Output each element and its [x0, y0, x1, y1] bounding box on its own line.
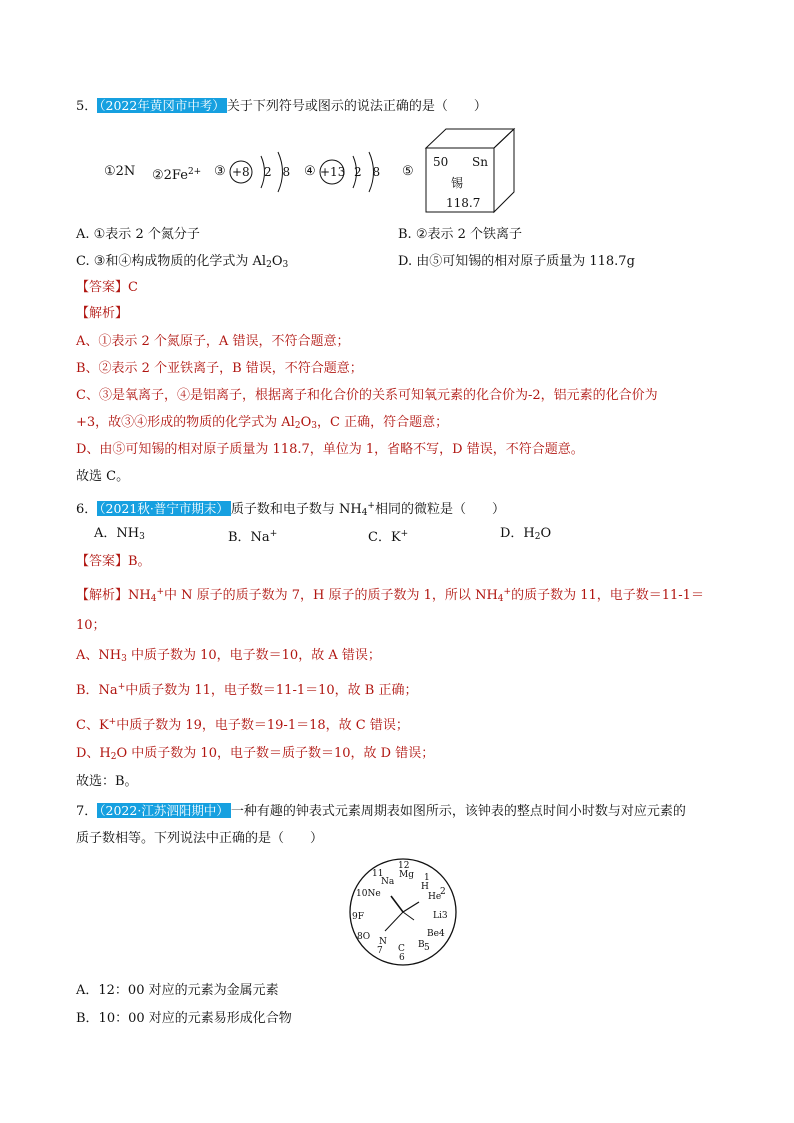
- q5-option-a[interactable]: A. ①表示 2 个氮分子: [76, 227, 200, 242]
- q5-analysis-b: B、②表示 2 个亚铁离子，B 错误，不符合题意；: [76, 361, 363, 376]
- question-stem: 关于下列符号或图示的说法正确的是（ ）: [226, 99, 487, 114]
- question-number: 6．: [76, 502, 98, 517]
- clock-3: Li3: [433, 911, 448, 921]
- q5-stem-line: [76, 97, 487, 116]
- q6-analysis-line-2: 10；: [76, 618, 106, 633]
- q6-option-a[interactable]: [94, 525, 145, 546]
- analysis-text: A、NH: [76, 648, 122, 663]
- subscript: 2: [534, 532, 541, 542]
- subscript: 2: [294, 421, 301, 431]
- q5-answer: 【答案】C: [76, 280, 138, 295]
- q6-option-b[interactable]: [228, 525, 277, 547]
- question-stem: 一种有趣的钟表式元素周期表如图所示，该钟表的整点时间小时数与对应元素的: [230, 804, 686, 819]
- option-text: C．K: [368, 530, 401, 545]
- clock-7-element: N: [379, 937, 387, 947]
- superscript: +: [367, 501, 375, 511]
- q6-answer: 【答案】B。: [76, 554, 151, 569]
- option-text: D．H: [500, 526, 535, 541]
- fig-item-4-label: ④: [304, 164, 316, 179]
- subscript: 4: [497, 594, 504, 604]
- question-number: 5．: [76, 99, 98, 114]
- q5-option-b[interactable]: B. ②表示 2 个铁离子: [398, 227, 523, 242]
- subscript: 3: [282, 260, 289, 270]
- clock-11-element: Na: [381, 877, 395, 887]
- q7-stem-line-1: [76, 802, 686, 821]
- clock-12-number: 12: [398, 861, 410, 871]
- analysis-text: 中质子数为 19，电子数＝19-1＝18，故 C 错误；: [116, 718, 409, 733]
- fig-item-2-charge: 2+: [187, 167, 202, 177]
- clock-6-element: C: [398, 944, 405, 954]
- q5-analysis-heading: 【解析】: [76, 306, 129, 321]
- subscript: 4: [361, 508, 368, 518]
- clock-10: 10Ne: [356, 889, 381, 899]
- clock-5-number: 5: [424, 943, 430, 953]
- clock-6-number: 6: [399, 953, 405, 963]
- q5-conclusion: 故选 C。: [76, 469, 130, 484]
- superscript: +: [503, 587, 512, 597]
- tin-atomic-number: 50: [433, 155, 449, 169]
- fig-item-2-text: ②2Fe: [152, 168, 188, 183]
- fig-item-3-label: ③: [214, 164, 226, 179]
- clock-12-element: Mg: [399, 870, 414, 880]
- clock-1-element: H: [421, 882, 429, 892]
- analysis-text: D、H: [76, 746, 111, 761]
- analysis-text: +3，故③④形成的物质的化学式为 Al: [76, 415, 295, 430]
- q7-stem-line-2: 质子数相等。下列说法中正确的是（ ）: [76, 831, 324, 846]
- clock-2-element: He: [428, 892, 442, 902]
- question-number: 7．: [76, 804, 98, 819]
- q5-analysis-d: D、由⑤可知锡的相对原子质量为 118.7，单位为 1，省略不写，D 错误，不符合题意。: [76, 442, 584, 457]
- tin-atomic-mass: 118.7: [446, 196, 481, 210]
- q6-option-c[interactable]: [368, 525, 408, 547]
- analysis-text: C、K: [76, 718, 109, 733]
- analysis-text: ，C 正确，符合题意；: [316, 415, 449, 430]
- option-text: O: [540, 526, 552, 541]
- tin-symbol: Sn: [472, 155, 488, 169]
- q6-stem-line: [76, 497, 505, 522]
- analysis-text: 中质子数为 10，电子数＝10，故 A 错误；: [126, 648, 381, 663]
- clock-5-element: B: [418, 940, 425, 950]
- analysis-text: B．Na: [76, 683, 118, 698]
- analysis-text: 中质子数为 11，电子数＝11-1＝10，故 B 正确；: [125, 683, 418, 698]
- q5-analysis-a: A、①表示 2 个氮原子，A 错误，不符合题意；: [76, 334, 350, 349]
- clock-4: Be4: [427, 929, 445, 939]
- subscript: 3: [121, 654, 127, 664]
- option-c-text: C. ③和④构成物质的化学式为 Al: [76, 254, 267, 269]
- analysis-text: O 中质子数为 10，电子数＝质子数＝10，故 D 错误；: [116, 746, 435, 761]
- q6-analysis-c: [76, 713, 409, 735]
- q6-option-d[interactable]: [500, 525, 551, 546]
- tin-name: 锡: [451, 176, 464, 190]
- q6-analysis-line-1: [76, 583, 704, 608]
- option-text: A．NH: [94, 526, 140, 541]
- option-text: B．Na: [228, 530, 270, 545]
- analysis-o: O: [300, 415, 312, 430]
- analysis-text: NH: [128, 588, 151, 603]
- subscript: 2: [266, 260, 272, 270]
- clock-1-number: 1: [424, 873, 430, 883]
- fig-item-2: [152, 163, 201, 185]
- subscript: 4: [150, 594, 157, 604]
- superscript: +: [156, 587, 165, 597]
- q6-analysis-a: [76, 647, 381, 668]
- subscript: 2: [110, 752, 117, 762]
- source-tag: （2022·江苏泗阳期中）: [99, 803, 229, 818]
- q6-analysis-b: [76, 678, 417, 700]
- aluminum-shell-electrons: 2 8: [354, 165, 381, 179]
- analysis-text: 的质子数为 11，电子数＝11-1＝: [511, 588, 704, 603]
- subscript: 3: [311, 421, 317, 431]
- q5-option-c[interactable]: [76, 253, 288, 274]
- q5-analysis-c-cont: [76, 414, 448, 435]
- clock-11-number: 11: [372, 869, 384, 879]
- fig-item-5-label: ⑤: [402, 164, 414, 179]
- question-stem-end: 相同的微粒是（ ）: [374, 502, 505, 517]
- clock-7-number: 7: [377, 946, 383, 956]
- analysis-heading: 【解析】: [76, 588, 129, 603]
- q7-option-b[interactable]: B．10：00 对应的元素易形成化合物: [76, 1011, 292, 1026]
- analysis-text: 中 N 原子的质子数为 7，H 原子的质子数为 1，所以 NH: [164, 588, 498, 603]
- source-tag: （2021秋·普宁市期末）: [99, 501, 229, 516]
- clock-8: 8O: [357, 932, 371, 942]
- q7-option-a[interactable]: A．12：00 对应的元素为金属元素: [76, 983, 279, 998]
- q5-option-d[interactable]: D. 由⑤可知锡的相对原子质量为 118.7g: [398, 254, 635, 269]
- superscript: +: [117, 682, 126, 692]
- subscript: 3: [139, 532, 145, 542]
- clock-9: 9F: [352, 912, 364, 922]
- q6-analysis-d: [76, 745, 434, 766]
- element-clock-diagram: [348, 856, 460, 968]
- oxygen-shell-electrons: 2 8: [264, 165, 291, 179]
- clock-2-number: 2: [440, 887, 446, 897]
- superscript: +: [269, 529, 278, 539]
- option-c-o: O: [271, 254, 283, 269]
- q5-analysis-c: C、③是氧离子，④是铝离子，根据离子和化合价的关系可知氧元素的化合价为-2，铝元素的化合价为: [76, 388, 658, 403]
- question-stem: 质子数和电子数与 NH: [230, 502, 362, 517]
- oxygen-nucleus-charge: +8: [232, 165, 250, 179]
- superscript: +: [400, 529, 409, 539]
- source-tag: （2022年黄冈市中考）: [99, 98, 225, 113]
- superscript: +: [108, 717, 117, 727]
- aluminum-nucleus-charge: +13: [320, 165, 346, 179]
- fig-item-1: ①2N: [104, 164, 136, 179]
- q6-conclusion: 故选：B。: [76, 774, 138, 789]
